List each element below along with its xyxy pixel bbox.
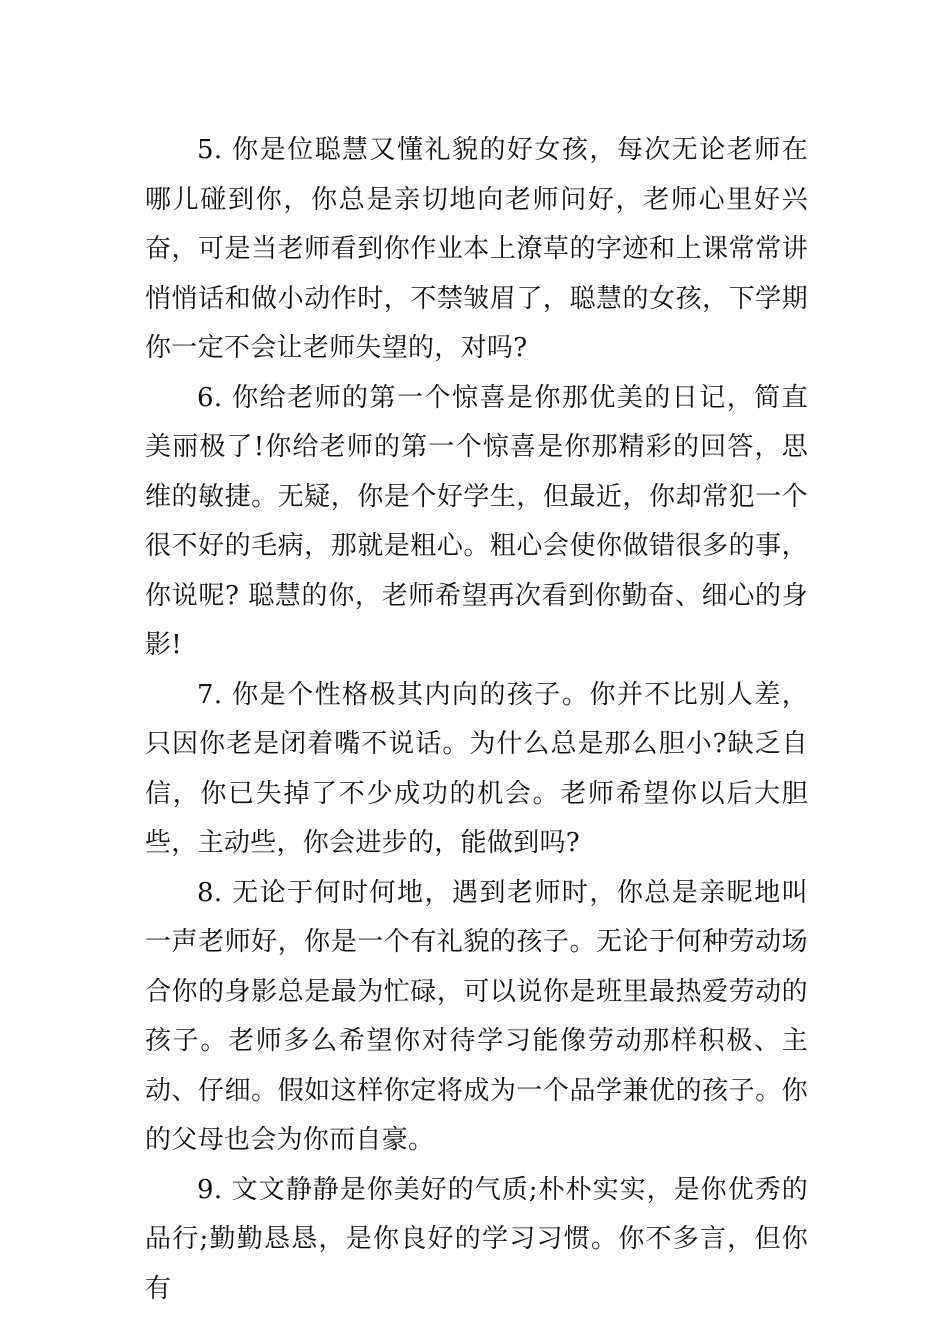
document-page xyxy=(145,126,808,1314)
paragraph-7: 7. 你是个性格极其内向的孩子。你并不比别人差，只因你老是闭着嘴不说话。为什么总是那么胆小?缺乏自信，你已失掉了不少成功的机会。老师希望你以后大胆些，主动些，你会进步的，能做到吗? xyxy=(145,679,808,858)
paragraph-6: 6. 你给老师的第一个惊喜是你那优美的日记，简直美丽极了!你给老师的第一个惊喜是你那精彩的回答，思维的敏捷。无疑，你是个好学生，但最近，你却常犯一个很不好的毛病，那就是粗心。粗心会使你做错很多的事，你说呢? 聪慧的你，老师希望再次看到你勤奋、细心的身影! xyxy=(145,382,808,660)
paragraph-5: 5. 你是位聪慧又懂礼貌的好女孩，每次无论老师在哪儿碰到你，你总是亲切地向老师问好，老师心里好兴奋，可是当老师看到你作业本上潦草的字迹和上课常常讲悄悄话和做小动作时，不禁皱眉了，聪慧的女孩，下学期你一定不会让老师失望的，对吗? xyxy=(145,135,808,363)
paragraph-8: 8. 无论于何时何地，遇到老师时，你总是亲昵地叫一声老师好，你是一个有礼貌的孩子。无论于何种劳动场合你的身影总是最为忙碌，可以说你是班里最热爱劳动的孩子。老师多么希望你对待学习能像劳动那样积极、主动、仔细。假如这样你定将成为一个品学兼优的孩子。你的父母也会为你而自豪。 xyxy=(145,877,808,1155)
paragraph-9: 9. 文文静静是你美好的气质;朴朴实实，是你优秀的品行;勤勤恳恳，是你良好的学习习惯。你不多言，但你有 xyxy=(145,1174,808,1304)
